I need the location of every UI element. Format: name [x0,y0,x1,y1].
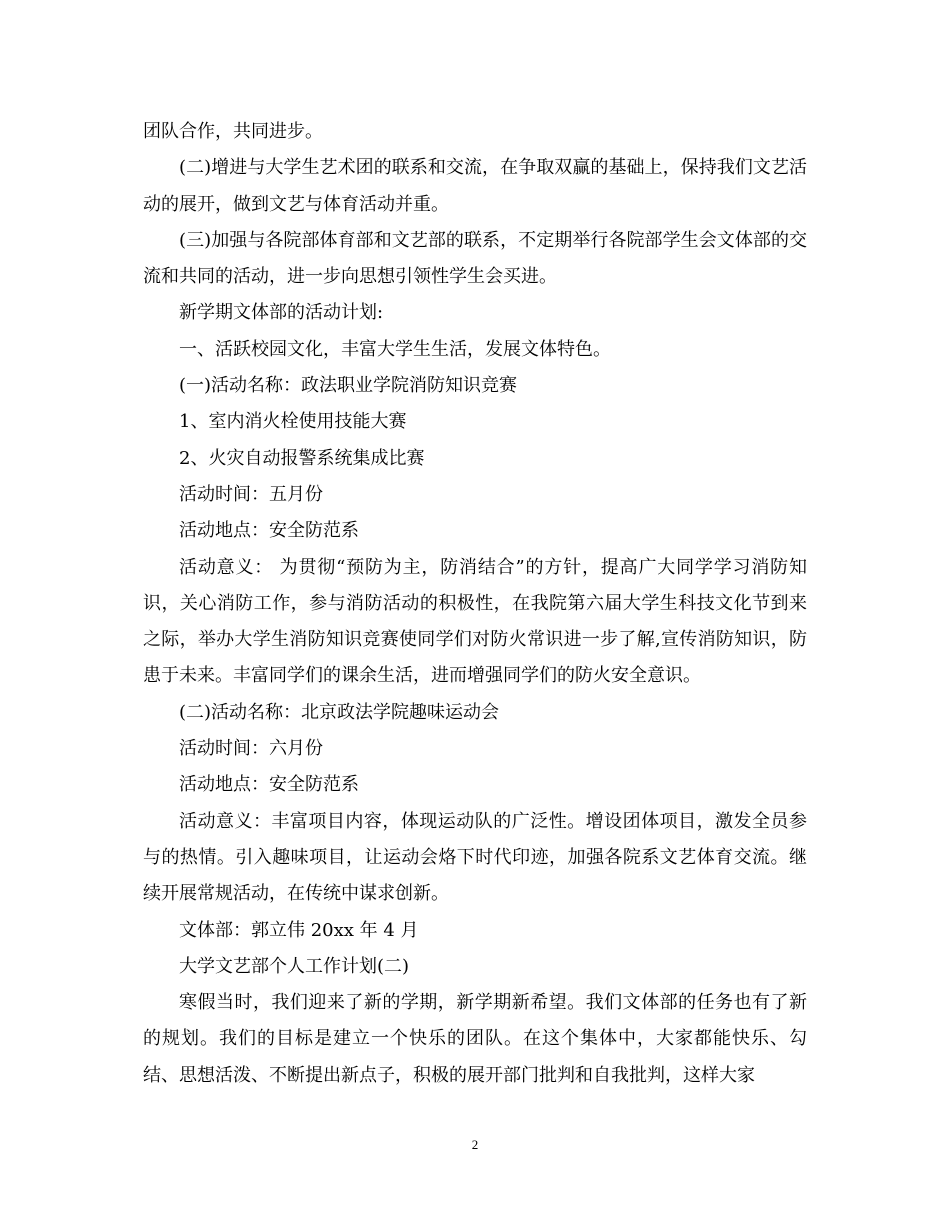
paragraph: (三)加强与各院部体育部和文艺部的联系，不定期举行各院部学生会文体部的交流和共同的活动，进一步向思想引领性学生会买进。 [143,229,807,288]
paragraph: 活动意义：丰富项目内容，体现运动队的广泛性。增设团体项目，激发全员参与的热情。引入趣味项目，让运动会烙下时代印迹，加强各院系文艺体育交流。继续开展常规活动，在传统中谋求创新。 [143,810,807,905]
paragraph: 1、室内消火栓使用技能大赛 [179,411,407,433]
paragraph: (二)增进与大学生艺术团的联系和交流，在争取双赢的基础上，保持我们文艺活动的展开，做到文艺与体育活动并重。 [143,157,807,215]
document-body [143,114,807,1094]
paragraph: (一)活动名称：政法职业学院消防知识竞赛 [179,375,518,397]
paragraph: 活动地点：安全防范系 [179,774,359,796]
paragraph: 一、活跃校园文化，丰富大学生生活，发展文体特色。 [179,338,611,360]
paragraph: 活动意义： 为贯彻“预防为主，防消结合”的方针，提高广大同学学习消防知识，关心消防工作，参与消防活动的积极性，在我院第六届大学生科技文化节到来之际，举办大学生消防知识竞赛使同学们对防火常识进一步了解,宣传消防知识，防患于未来。丰富同学们的课余生活，进而增强同学们的防火安全意识。 [143,556,807,687]
page-number: 2 [471,1137,479,1152]
paragraph: 2、火灾自动报警系统集成比赛 [179,447,425,469]
paragraph: 活动时间：五月份 [179,483,323,505]
paragraph: (二)活动名称：北京政法学院趣味运动会 [179,701,500,723]
paragraph: 活动地点：安全防范系 [179,520,359,542]
paragraph: 团队合作，共同进步。 [143,121,323,142]
paragraph: 大学文艺部个人工作计划(二) [179,955,410,977]
paragraph: 寒假当时，我们迎来了新的学期，新学期新希望。我们文体部的任务也有了新的规划。我们的目标是建立一个快乐的团队。在这个集体中，大家都能快乐、勾结、思想活泼、不断提出新点子，积极的展开部门批判和自我批判，这样大家 [143,992,807,1086]
paragraph: 新学期文体部的活动计划: [179,302,384,324]
paragraph: 活动时间：六月份 [179,738,323,760]
paragraph: 文体部：郭立伟 20xx 年 4 月 [179,919,419,941]
